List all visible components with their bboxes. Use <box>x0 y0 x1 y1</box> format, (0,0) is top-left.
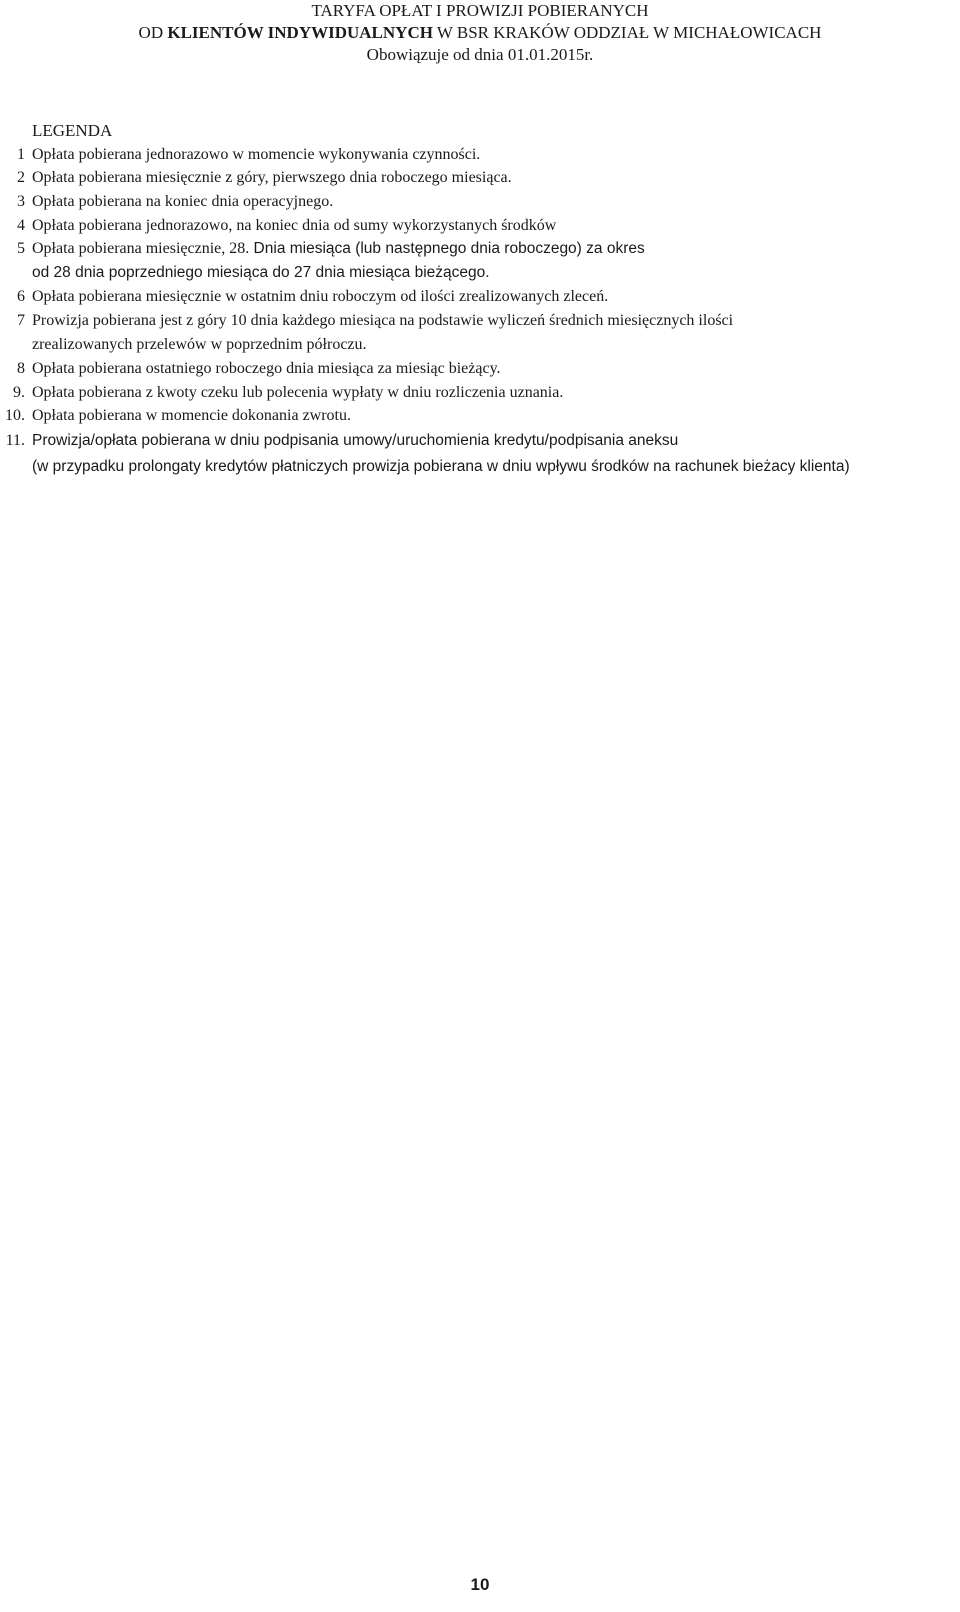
legend-item-number: 10. <box>5 407 25 424</box>
legend-item-number: 6 <box>17 288 25 305</box>
legend-item-text <box>32 310 733 356</box>
legend-item-line: Opłata pobierana w momencie dokonania zwrotu. <box>32 407 351 424</box>
legend-item-number: 11. <box>5 432 25 449</box>
legend-item-number: 1 <box>17 146 25 163</box>
legend-item-number: 4 <box>17 217 25 234</box>
legend-item-text <box>32 191 333 213</box>
legend-item-text <box>32 286 608 308</box>
subtitle-prefix: OD <box>138 23 168 42</box>
legend-item-text <box>32 215 556 237</box>
legend-item-number: 5 <box>17 240 25 257</box>
legend-item-line-part: Dnia miesiąca (lub następnego dnia roboczego) za okres <box>249 240 645 257</box>
legend-item-line: Opłata pobierana jednorazowo w momencie wykonywania czynności. <box>32 146 481 163</box>
legend-item-line-part: Opłata pobierana miesięcznie, 28. <box>32 240 250 257</box>
document-subtitle <box>0 22 960 44</box>
legend-item-text <box>32 382 563 404</box>
page-number: 10 <box>470 1575 490 1594</box>
legend-item-text <box>32 167 512 189</box>
legend-item-text <box>32 405 351 427</box>
subtitle-client-type: KLIENTÓW INDYWIDUALNYCH <box>167 23 433 42</box>
legend-item-line <box>32 238 645 260</box>
legend-item-line: Opłata pobierana jednorazowo, na koniec dnia od sumy wykorzystanych środków <box>32 217 557 234</box>
legend-item-line: Opłata pobierana z kwoty czeku lub polecenia wypłaty w dniu rozliczenia uznania. <box>32 384 564 401</box>
legend-item-number: 9. <box>13 384 25 401</box>
legend-item-number: 8 <box>17 360 25 377</box>
legend-item-line: Prowizja pobierana jest z góry 10 dnia każdego miesiąca na podstawie wyliczeń średnich miesięcznych ilości <box>32 312 734 329</box>
legend-item-text <box>32 238 645 284</box>
legend-item-line: (w przypadku prolongaty kredytów płatniczych prowizja pobierana w dniu wpływu środków na rachunek bieżacy klienta) <box>32 458 850 475</box>
legend-item-text <box>32 358 501 380</box>
legend-title: LEGENDA <box>32 121 113 140</box>
legend-item-text <box>32 144 480 166</box>
legend-item-line: zrealizowanych przelewów w poprzednim półroczu. <box>32 336 367 353</box>
document-header <box>0 0 960 66</box>
document-title: TARYFA OPŁAT I PROWIZJI POBIERANYCH <box>311 1 649 20</box>
legend-item-text <box>32 430 850 478</box>
legend-item-line: Prowizja/opłata pobierana w dniu podpisania umowy/uruchomienia kredytu/podpisania aneksu <box>32 432 679 449</box>
legend-item-line: Opłata pobierana miesięcznie w ostatnim dniu roboczym od ilości zrealizowanych zleceń. <box>32 288 609 305</box>
legend-item-line: Opłata pobierana ostatniego roboczego dnia miesiąca za miesiąc bieżący. <box>32 360 501 377</box>
legend-item-line: od 28 dnia poprzedniego miesiąca do 27 dnia miesiąca bieżącego. <box>32 264 490 281</box>
subtitle-suffix: W BSR KRAKÓW ODDZIAŁ W MICHAŁOWICACH <box>432 23 822 42</box>
legend-item-number: 3 <box>17 193 25 210</box>
legend-item-number: 2 <box>17 169 25 186</box>
legend-item-number: 7 <box>17 312 25 329</box>
effective-date: Obowiązuje od dnia 01.01.2015r. <box>366 45 594 64</box>
legend-item-line: Opłata pobierana na koniec dnia operacyjnego. <box>32 193 334 210</box>
legend-item-line: Opłata pobierana miesięcznie z góry, pierwszego dnia roboczego miesiąca. <box>32 169 512 186</box>
